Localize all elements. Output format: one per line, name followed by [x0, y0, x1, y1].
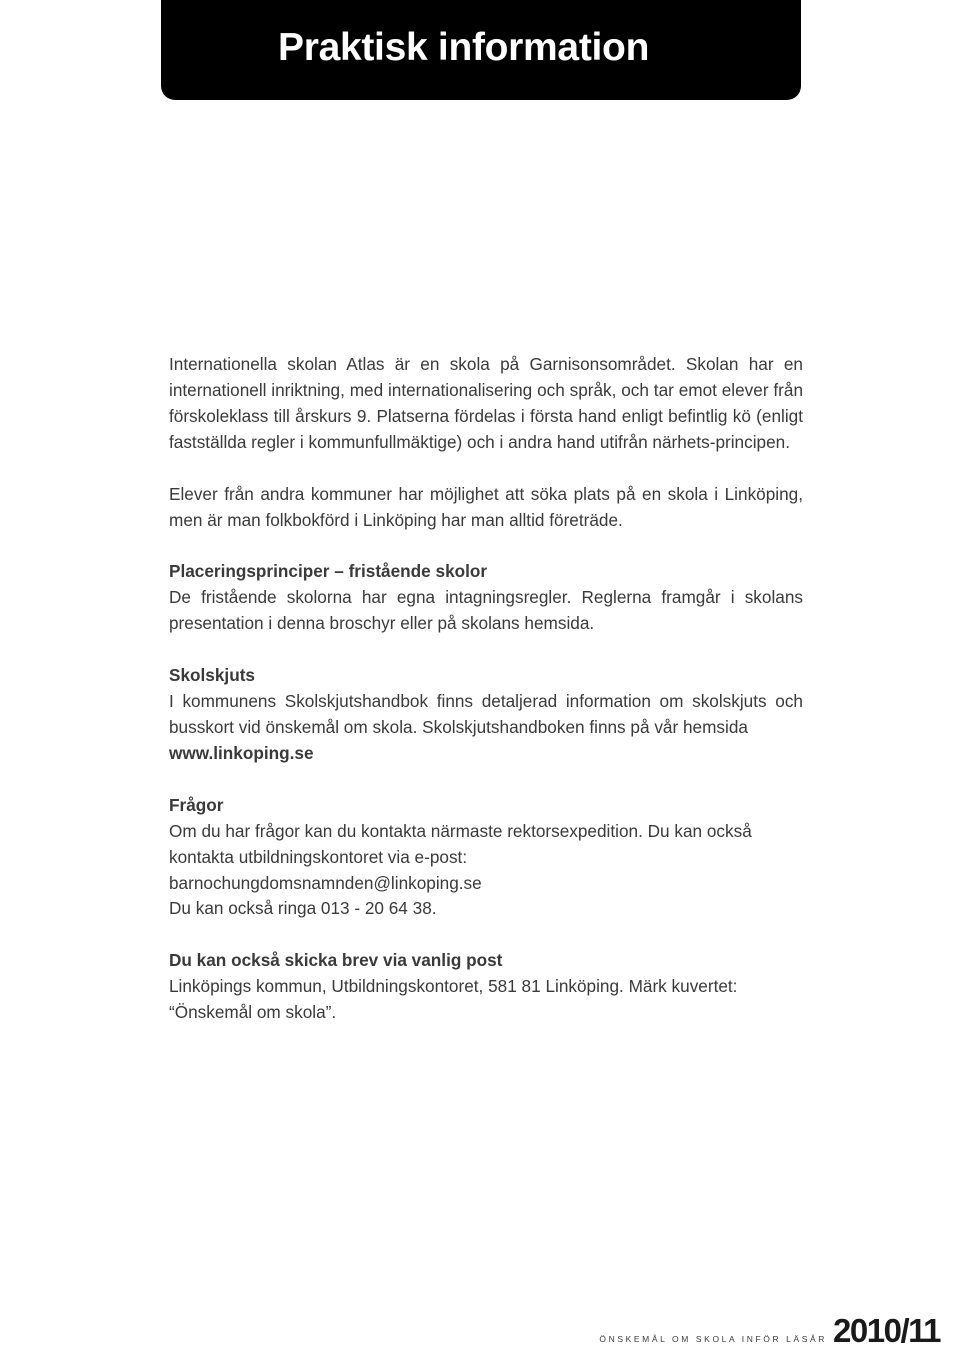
contact-email[interactable]: barnochungdomsnamnden@linkoping.se [169, 872, 482, 893]
section-text-placering: De fristående skolorna har egna intagningsregler. Reglerna framgår i skolans presentation i denna broschyr eller på skolans hemsida. [169, 587, 803, 634]
footer [599, 1312, 940, 1352]
fragor-line-1: Om du har frågor kan du kontakta närmaste rektorsexpedition. Du kan också [169, 820, 752, 841]
header-bar [161, 0, 801, 100]
section-heading-post: Du kan också skicka brev via vanlig post [169, 950, 503, 971]
contact-phone: Du kan också ringa 013 - 20 64 38. [169, 898, 437, 919]
section-text-post: Linköpings kommun, Utbildningskontoret, 581 81 Linköping. Märk kuvertet: “Önskemål om skola”. [169, 976, 738, 1023]
website-link[interactable]: www.linkoping.se [169, 742, 314, 763]
footer-label: ÖNSKEMÅL OM SKOLA INFÖR LÄSÅR [599, 1334, 828, 1344]
section-heading-skolskjuts: Skolskjuts [169, 665, 255, 686]
fragor-line-2: kontakta utbildningskontoret via e-post: [169, 846, 468, 867]
section-heading-fragor: Frågor [169, 794, 224, 815]
intro-paragraph-2: Elever från andra kommuner har möjlighet att söka plats på en skola i Linköping, men är man folkbokförd i Linköping har man alltid företräde. [169, 483, 803, 530]
section-skolskjuts [169, 663, 803, 767]
section-placeringsprinciper [169, 559, 803, 637]
section-post [169, 948, 803, 1026]
main-content [169, 352, 803, 1052]
section-heading-placering: Placeringsprinciper – fristående skolor [169, 561, 488, 582]
section-fragor [169, 793, 803, 923]
footer-year: 2010/11 [833, 1312, 940, 1349]
section-text-skolskjuts: I kommunens Skolskjutshandbok finns detaljerad information om skolskjuts och busskort vid önskemål om skola. Skolskjutshandboken finns på vår hemsida [169, 691, 803, 737]
page-title: Praktisk information [278, 26, 650, 69]
intro-paragraph-1: Internationella skolan Atlas är en skola på Garnisonsområdet. Skolan har en internationell inriktning, med internationalisering och språk, och tar emot elever från förskoleklass till årskurs 9. Platserna fördelas i första hand enligt befintlig kö (enligt fastställda regler i kommunfullmäktige) och i andra hand utifrån närhets-principen. [169, 354, 803, 452]
